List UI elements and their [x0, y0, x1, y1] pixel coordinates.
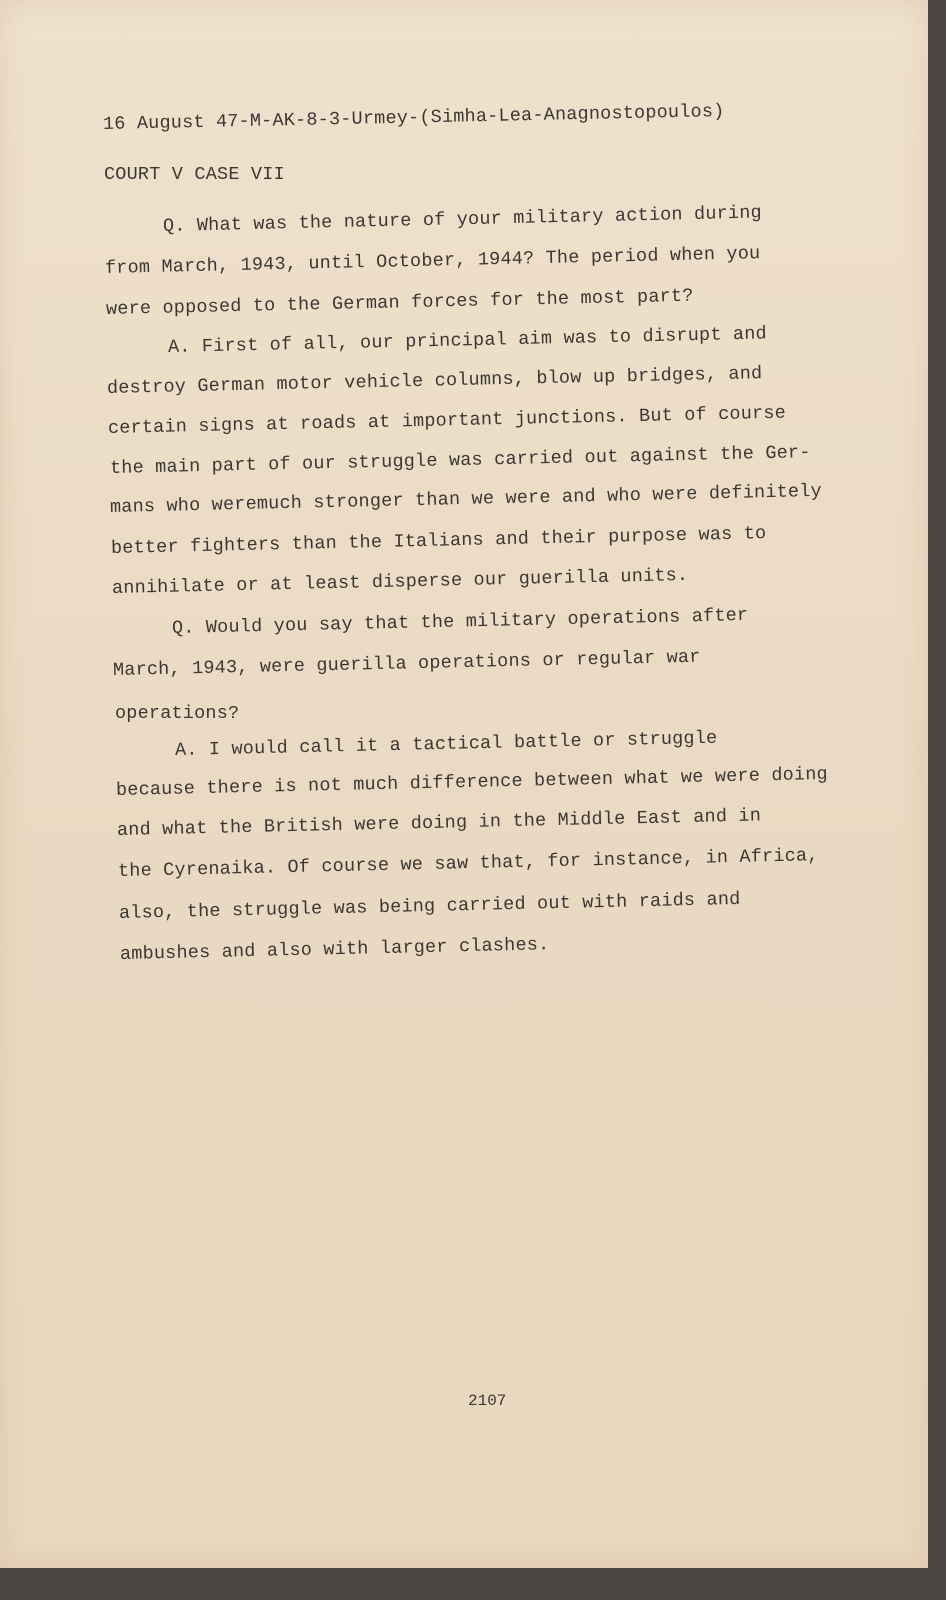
body-line: mans who weremuch stronger than we were and who were definitely	[109, 480, 823, 518]
header-line: 16 August 47-M-AK-8-3-Urmey-(Simha-Lea-Anagnostopoulos)	[102, 100, 725, 135]
body-line: March, 1943, were guerilla operations or regular war	[112, 646, 701, 681]
body-line: were opposed to the German forces for the most part?	[105, 285, 694, 320]
body-line: destroy German motor vehicle columns, blow up bridges, and	[106, 363, 763, 399]
body-line: the main part of our struggle was carried out against the Ger-	[109, 442, 811, 479]
body-line: ambushes and also with larger clashes.	[119, 934, 550, 965]
body-line: certain signs at roads at important junctions. But of course	[107, 402, 787, 439]
page-number: 2107	[468, 1392, 507, 1410]
body-line: A. First of all, our principal aim was to disrupt and	[167, 323, 768, 358]
body-line: because there is not much difference between what we were doing	[115, 763, 829, 801]
body-line: the Cyrenaika. Of course we saw that, for instance, in Africa,	[117, 845, 819, 882]
body-line: annihilate or at least disperse our guerilla units.	[111, 564, 689, 599]
body-line: also, the struggle was being carried out with raids and	[118, 888, 741, 924]
body-line: Q. What was the nature of your military action during	[162, 202, 763, 237]
body-line: and what the British were doing in the Middle East and in	[116, 805, 762, 841]
body-line: Q. Would you say that the military operations after	[171, 604, 749, 639]
body-line: from March, 1943, until October, 1944? The period when you	[104, 243, 761, 279]
body-line: operations?	[115, 703, 240, 724]
body-line: A. I would call it a tactical battle or struggle	[174, 727, 718, 761]
body-line: better fighters than the Italians and their purpose was to	[110, 523, 767, 559]
court-case-line: COURT V CASE VII	[104, 164, 285, 185]
